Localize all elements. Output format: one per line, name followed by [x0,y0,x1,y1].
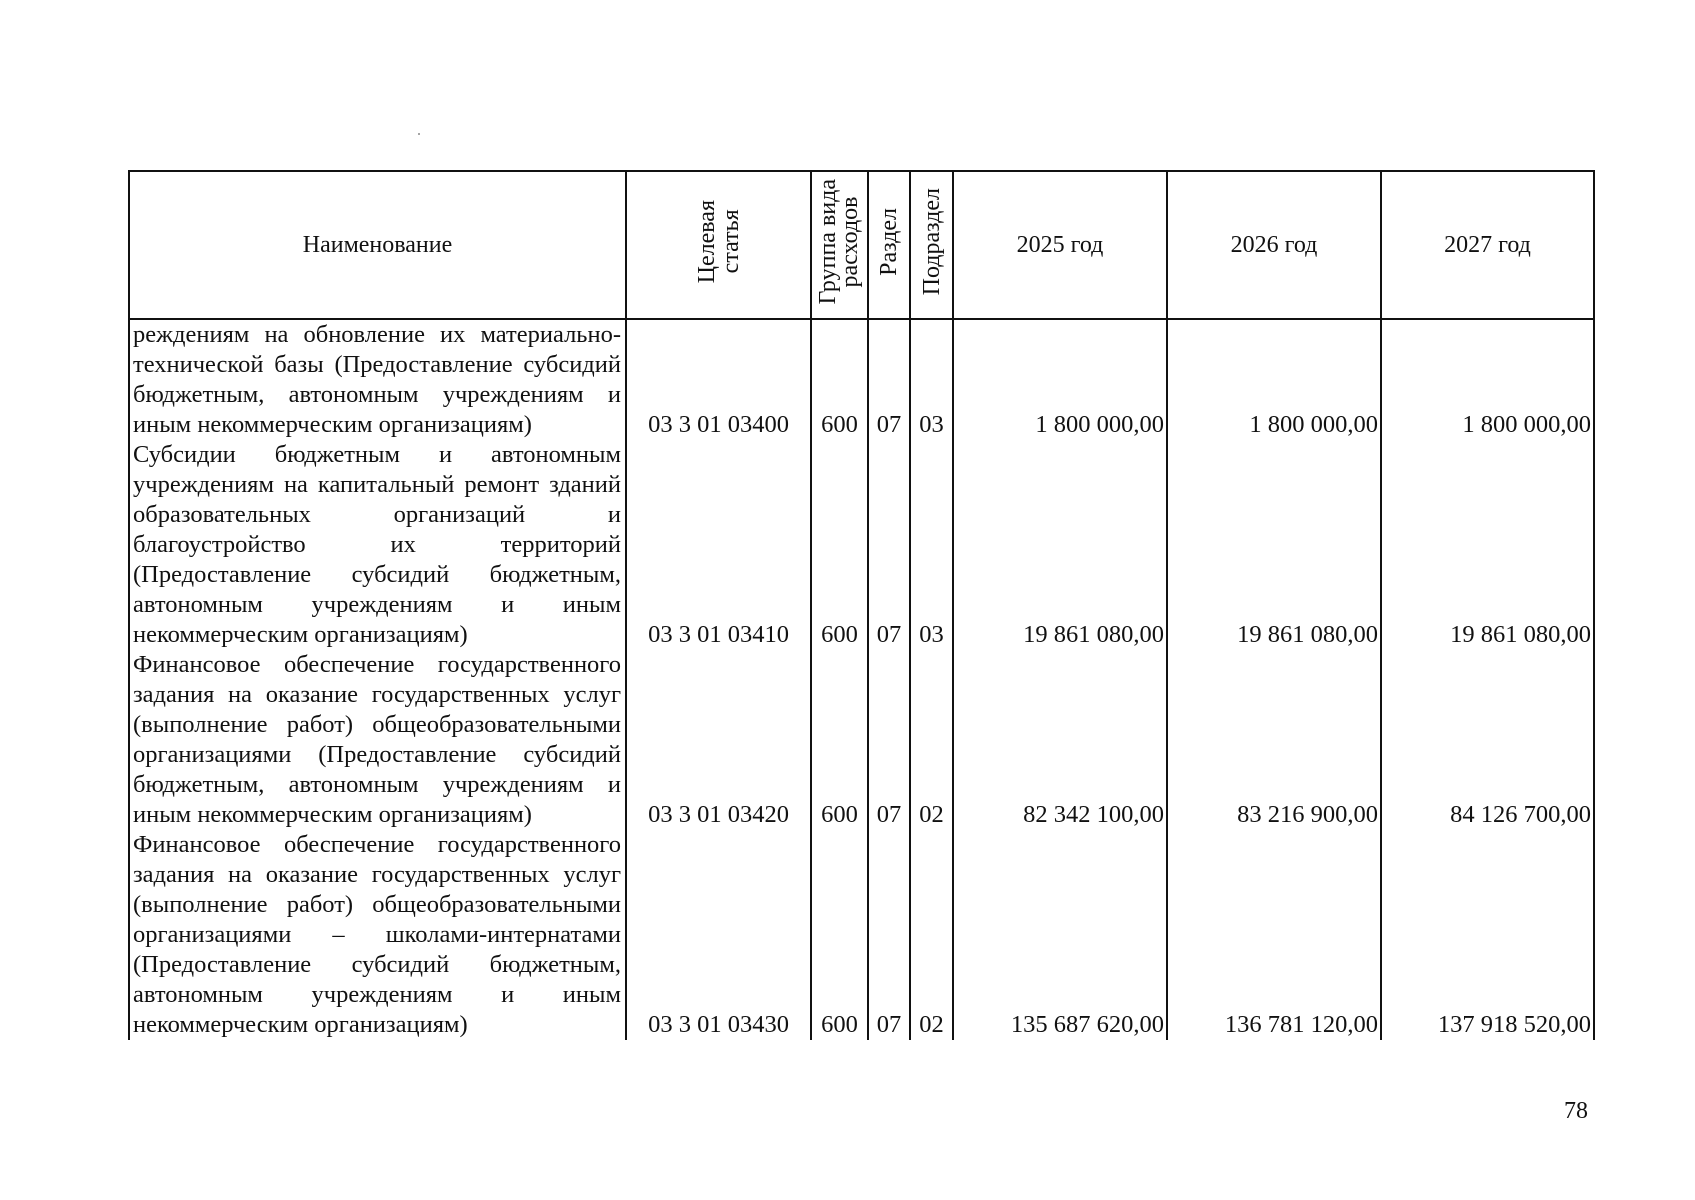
row-amount-2026: 1 800 000,00 [1167,319,1381,440]
table-row [129,830,1594,1040]
header-expense-group-label: Группа вида расходов [815,178,864,305]
header-expense-group [811,171,868,319]
row-subsection: 02 [910,650,953,830]
header-subsection-label: Подраздел [918,187,945,296]
header-row [129,171,1594,319]
row-subsection: 02 [910,830,953,1040]
page-number: 78 [1564,1098,1588,1124]
header-year-2025 [953,171,1167,319]
row-subsection: 03 [910,440,953,650]
header-name [129,171,626,319]
row-name: Финансовое обеспечение государственного задания на оказание государственных услуг (выполнение работ) общеобразовательными организациями (Предоставление субсидий бюджетным, автономным учреждениям и иным некоммерческим организациям) [129,650,626,830]
table-body [129,319,1594,1040]
row-expense-group: 600 [811,650,868,830]
header-year-2026-label: 2026 год [1230,231,1318,258]
table-row [129,440,1594,650]
row-expense-group: 600 [811,830,868,1040]
row-section: 07 [868,650,910,830]
row-name: Субсидии бюджетным и автономным учреждениям на капитальный ремонт зданий образовательных организаций и благоустройство их территорий (Предоставление субсидий бюджетным, автономным учреждениям и иным некоммерческим организациям) [129,440,626,650]
header-year-2025-label: 2025 год [1016,231,1104,258]
header-subsection [910,171,953,319]
header-year-2026 [1167,171,1381,319]
row-subsection: 03 [910,319,953,440]
row-name: реждениям на обновление их материально-технической базы (Предоставление субсидий бюджетным, автономным учреждениям и иным некоммерческим организациям) [129,319,626,440]
row-amount-2025: 135 687 620,00 [953,830,1167,1040]
table-row [129,319,1594,440]
row-section: 07 [868,830,910,1040]
row-target-article: 03 3 01 03420 [626,650,811,830]
budget-table [128,170,1595,1040]
row-amount-2025: 1 800 000,00 [953,319,1167,440]
row-name: Финансовое обеспечение государственного задания на оказание государственных услуг (выполнение работ) общеобразовательными организациями – школами-интернатами (Предоставление субсидий бюджетным, автономным учреждениям и иным некоммерческим организациям) [129,830,626,1040]
scan-artifact-dot [418,133,420,135]
header-target-article-label: Целевая статья [693,199,744,284]
header-target-article [626,171,811,319]
row-amount-2027: 84 126 700,00 [1381,650,1594,830]
row-amount-2026: 83 216 900,00 [1167,650,1381,830]
header-section-label: Раздел [876,207,902,276]
row-amount-2027: 137 918 520,00 [1381,830,1594,1040]
row-target-article: 03 3 01 03400 [626,319,811,440]
row-amount-2026: 19 861 080,00 [1167,440,1381,650]
header-section [868,171,910,319]
row-amount-2025: 82 342 100,00 [953,650,1167,830]
table-header [129,171,1594,319]
row-amount-2025: 19 861 080,00 [953,440,1167,650]
row-amount-2027: 19 861 080,00 [1381,440,1594,650]
table-row [129,650,1594,830]
row-expense-group: 600 [811,319,868,440]
row-amount-2026: 136 781 120,00 [1167,830,1381,1040]
header-year-2027-label: 2027 год [1444,231,1531,258]
row-target-article: 03 3 01 03430 [626,830,811,1040]
row-amount-2027: 1 800 000,00 [1381,319,1594,440]
row-section: 07 [868,319,910,440]
row-target-article: 03 3 01 03410 [626,440,811,650]
header-name-label: Наименование [302,231,453,258]
header-year-2027 [1381,171,1594,319]
row-section: 07 [868,440,910,650]
row-expense-group: 600 [811,440,868,650]
